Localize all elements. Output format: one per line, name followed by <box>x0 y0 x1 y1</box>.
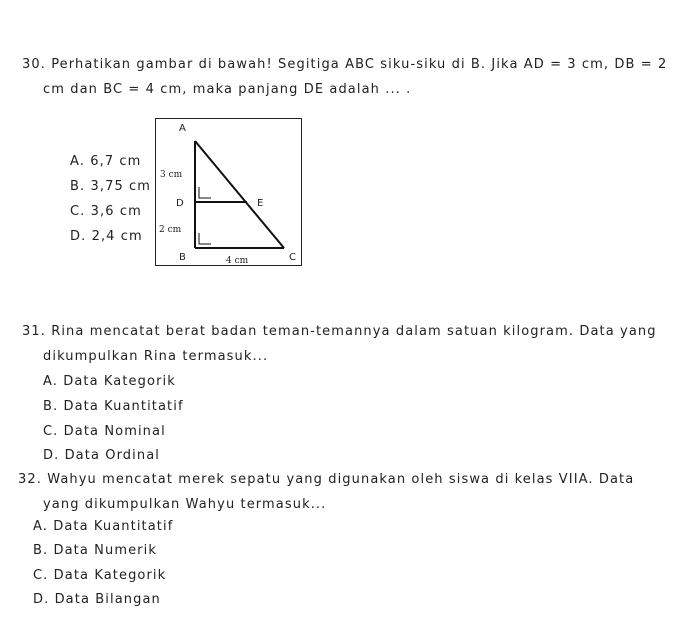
label-db-length: 2 cm <box>159 225 182 235</box>
q30-option-d[interactable]: D. 2,4 cm <box>70 229 143 244</box>
side-ac <box>195 141 284 248</box>
right-angle-d-mark <box>199 187 211 198</box>
label-a: A <box>179 123 186 134</box>
q32-option-a[interactable]: A. Data Kuantitatif <box>33 519 174 534</box>
q31-option-a[interactable]: A. Data Kategorik <box>43 374 176 389</box>
q30-text-line2: cm dan BC = 4 cm, maka panjang DE adalah ... . <box>43 82 412 97</box>
q32-text-line2: yang dikumpulkan Wahyu termasuk... <box>43 497 327 512</box>
q30-option-a[interactable]: A. 6,7 cm <box>70 154 142 169</box>
q31-text-line1: 31. Rina mencatat berat badan teman-temannya dalam satuan kilogram. Data yang <box>22 324 657 339</box>
q32-option-b[interactable]: B. Data Numerik <box>33 543 157 558</box>
label-d: D <box>176 198 184 209</box>
label-c: C <box>289 252 296 263</box>
label-bc-length: 4 cm <box>226 256 249 266</box>
q30-option-b[interactable]: B. 3,75 cm <box>70 179 152 194</box>
label-e: E <box>257 198 264 209</box>
q30-option-c[interactable]: C. 3,6 cm <box>70 204 142 219</box>
triangle-diagram <box>156 119 303 267</box>
q31-option-c[interactable]: C. Data Nominal <box>43 424 166 439</box>
label-b: B <box>179 252 186 263</box>
q30-text-line1: 30. Perhatikan gambar di bawah! Segitiga ABC siku-siku di B. Jika AD = 3 cm, DB = 2 <box>22 57 668 72</box>
right-angle-b-mark <box>199 233 211 244</box>
q31-text-line2: dikumpulkan Rina termasuk... <box>43 349 269 364</box>
q31-option-d[interactable]: D. Data Ordinal <box>43 448 160 463</box>
triangle-figure <box>155 118 302 266</box>
label-ad-length: 3 cm <box>160 170 183 180</box>
q32-option-d[interactable]: D. Data Bilangan <box>33 592 161 607</box>
q31-option-b[interactable]: B. Data Kuantitatif <box>43 399 184 414</box>
q32-option-c[interactable]: C. Data Kategorik <box>33 568 167 583</box>
q32-text-line1: 32. Wahyu mencatat merek sepatu yang digunakan oleh siswa di kelas VIIA. Data <box>18 472 635 487</box>
